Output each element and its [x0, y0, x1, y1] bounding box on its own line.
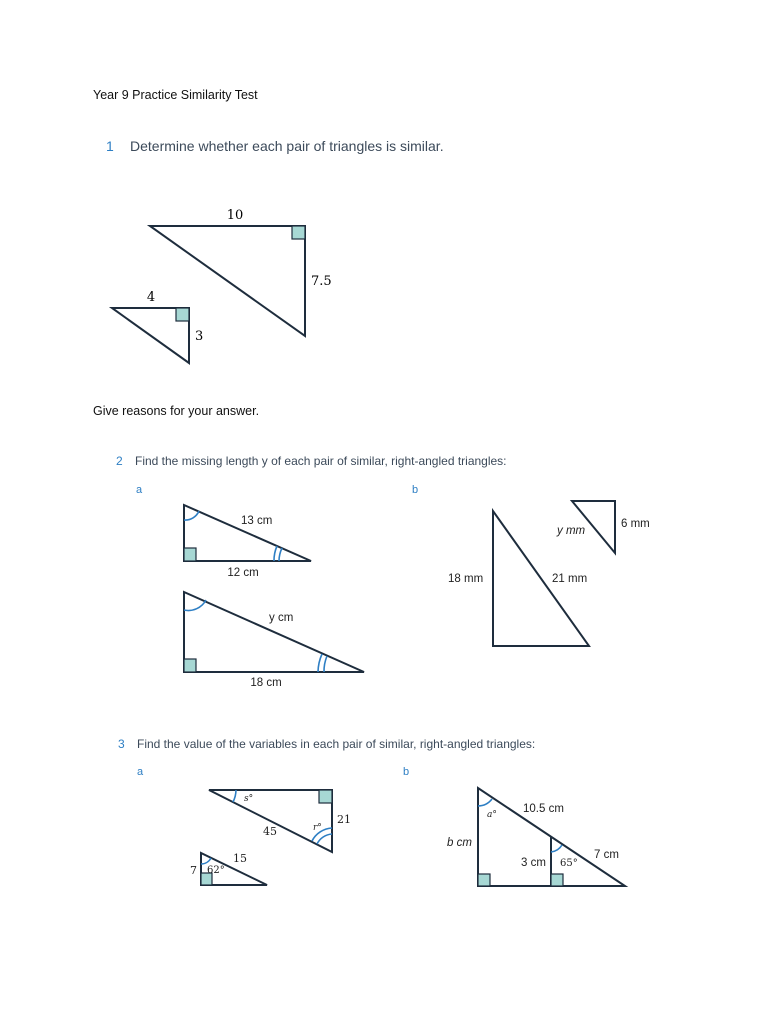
- label-7cm: 7 cm: [594, 849, 619, 861]
- question-3-part-a-label: a: [137, 766, 144, 778]
- label-r: r°: [313, 823, 322, 833]
- label-a: a°: [487, 810, 497, 820]
- question-2-part-b-label: b: [412, 484, 419, 496]
- label-62: 62°: [207, 865, 225, 876]
- label-12cm: 12 cm: [227, 567, 259, 579]
- right-angle-marker: [478, 874, 490, 886]
- label-65: 65°: [560, 858, 578, 869]
- angle-arc-r: [317, 834, 332, 844]
- label-10-5cm: 10.5 cm: [523, 803, 564, 815]
- angle-arc-65: [551, 845, 562, 852]
- page-title: Year 9 Practice Similarity Test: [93, 88, 258, 102]
- small-top-label: 4: [146, 290, 156, 305]
- question-2-prompt: Find the missing length y of each pair of similar, right-angled triangles:: [135, 454, 507, 468]
- label-13cm: 13 cm: [241, 515, 273, 527]
- label-7: 7: [190, 864, 197, 877]
- triangle-3a-large: [209, 790, 332, 852]
- label-21: 21: [337, 813, 351, 826]
- question-3-prompt: Find the value of the variables in each pair of similar, right-angled triangles:: [137, 737, 536, 751]
- angle-arc: [201, 858, 211, 864]
- question-3-part-b-label: b: [403, 766, 410, 778]
- question-1-prompt: Determine whether each pair of triangles is similar.: [130, 138, 444, 154]
- angle-arc-s: [233, 790, 236, 802]
- label-18mm: 18 mm: [448, 573, 484, 585]
- label-ymm: y mm: [557, 525, 586, 537]
- large-side-label: 7.5: [311, 274, 332, 289]
- question-1-number: 1: [106, 138, 114, 154]
- large-top-label: 10: [226, 208, 244, 223]
- angle-arc-a: [478, 799, 492, 806]
- question-1-followup: Give reasons for your answer.: [93, 404, 260, 418]
- label-6mm: 6 mm: [621, 518, 650, 530]
- question-3-number: 3: [118, 737, 125, 751]
- label-3cm: 3 cm: [521, 857, 546, 869]
- right-angle-marker: [319, 790, 332, 803]
- label-18cm: 18 cm: [250, 677, 282, 689]
- label-bcm: b cm: [447, 837, 472, 849]
- label-21mm: 21 mm: [552, 573, 588, 585]
- label-s: s°: [244, 794, 254, 804]
- label-ycm: y cm: [269, 612, 294, 624]
- question-2-number: 2: [116, 454, 123, 468]
- question-2-part-a-label: a: [136, 484, 143, 496]
- small-side-label: 3: [195, 329, 204, 344]
- right-angle-marker: [551, 874, 563, 886]
- label-15: 15: [233, 852, 247, 865]
- label-45: 45: [263, 825, 277, 838]
